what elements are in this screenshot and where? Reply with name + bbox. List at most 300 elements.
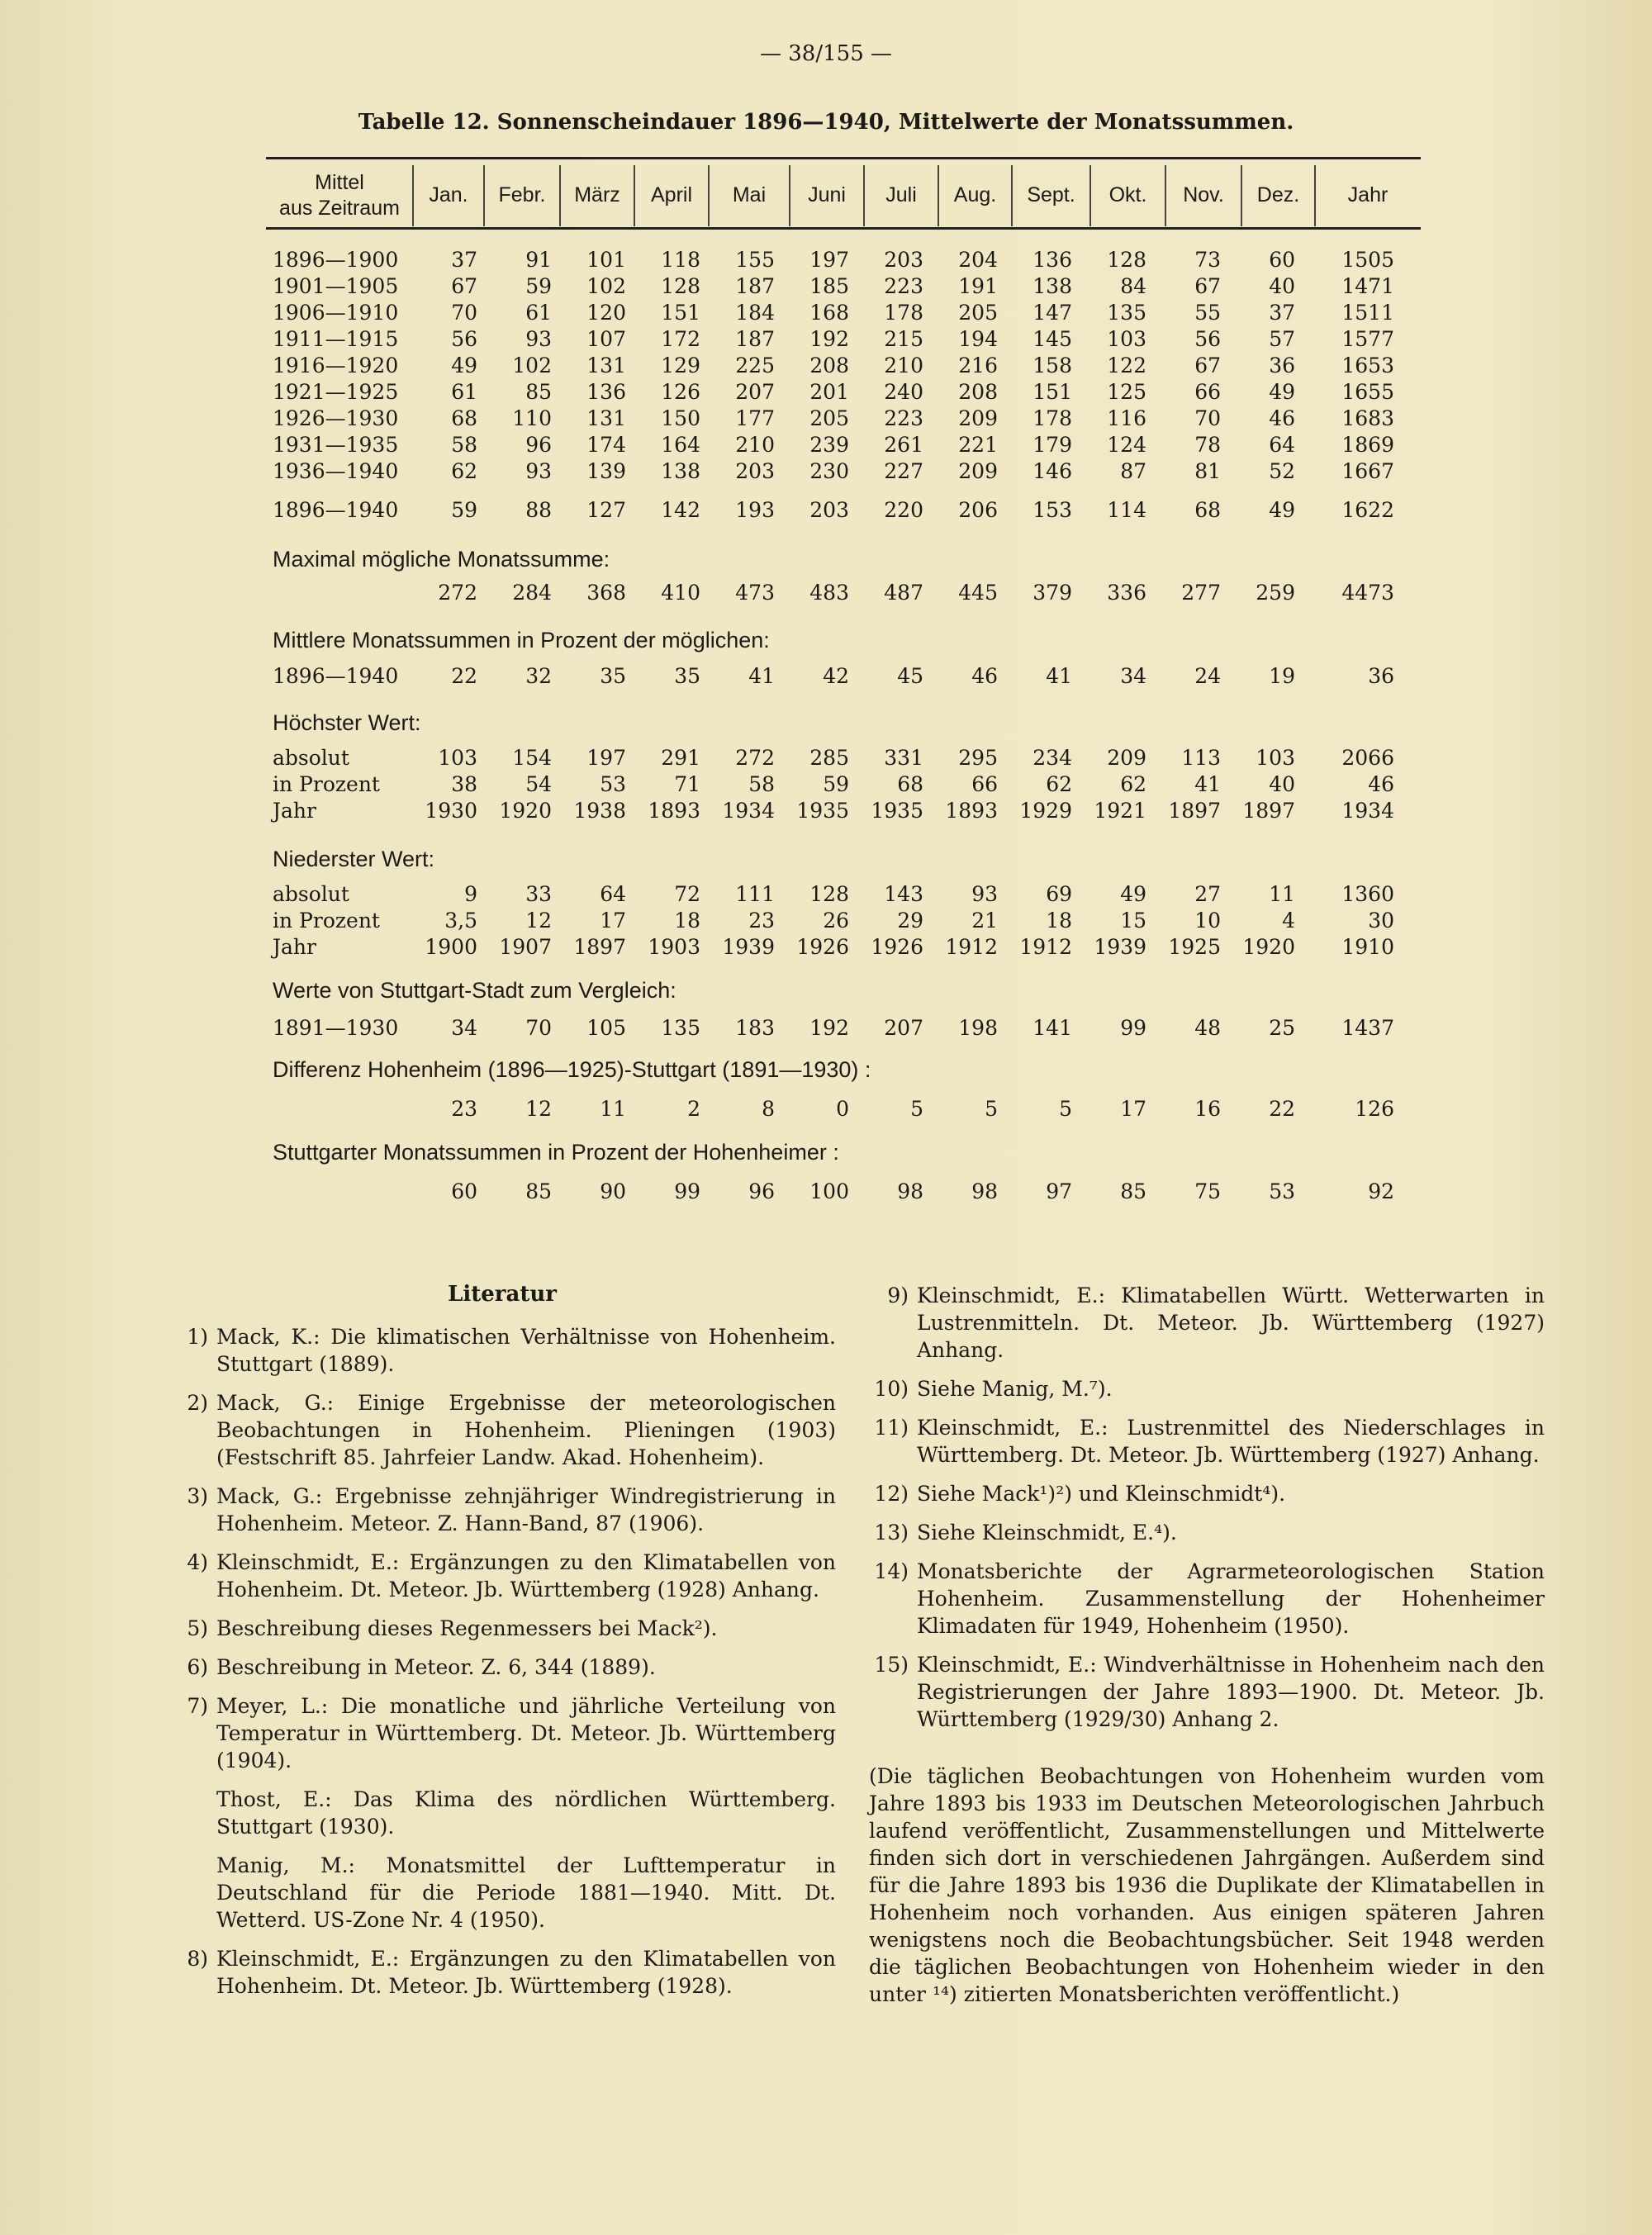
cell-value: 41 [1194, 772, 1221, 796]
cell-value: 215 [884, 327, 923, 351]
cell-value: 48 [1194, 1016, 1221, 1040]
cell-value: 8 [762, 1097, 775, 1121]
cell-value: 483 [809, 581, 849, 605]
reference-text: Mack, K.: Die klimatischen Verhältnisse von Hohenheim. Stuttgart (1889). [216, 1325, 836, 1377]
reference-item [169, 1692, 836, 1774]
cell-value: 45 [897, 664, 923, 688]
cell-value: 122 [1107, 354, 1146, 377]
section-heading: Höchster Wert: [273, 710, 421, 735]
cell-value: 111 [735, 882, 775, 906]
cell-value: 1511 [1341, 301, 1394, 325]
period-row [266, 274, 1421, 302]
header-month: Jahr [1347, 183, 1389, 207]
cell-value: 172 [661, 327, 700, 351]
row-label: 1906—1910 [273, 301, 399, 325]
cell-value: 216 [958, 354, 998, 377]
period-row [266, 327, 1421, 355]
cell-value: 209 [958, 406, 998, 430]
cell-value: 223 [884, 406, 923, 430]
cell-value: 85 [525, 1179, 552, 1203]
row-label: 1896—1900 [273, 248, 399, 272]
cell-value: 126 [661, 380, 700, 404]
header-month: Nov. [1183, 183, 1224, 207]
cell-value: 93 [525, 327, 552, 351]
reference-text: Manig, M.: Monatsmittel der Lufttemperatur in Deutschland für die Periode 1881—1940. Mitt. Dt. Wetterd. US-Zone Nr. 4 (1950). [216, 1853, 836, 1933]
cell-value: 203 [735, 459, 775, 483]
cell-value: 146 [1032, 459, 1072, 483]
cell-value: 210 [884, 354, 923, 377]
cell-value: 101 [586, 248, 626, 272]
cell-value: 1893 [648, 799, 700, 823]
cell-value: 2066 [1341, 746, 1394, 770]
cell-value: 284 [512, 581, 552, 605]
period-row [266, 301, 1421, 329]
cell-value: 1897 [1242, 799, 1295, 823]
cell-value: 197 [586, 746, 626, 770]
cell-value: 61 [451, 380, 477, 404]
cell-value: 55 [1194, 301, 1221, 325]
cell-value: 85 [1120, 1179, 1146, 1203]
cell-value: 185 [809, 274, 849, 298]
section-heading: Niederster Wert: [273, 847, 435, 871]
cell-value: 128 [1107, 248, 1146, 272]
cell-value: 259 [1256, 581, 1295, 605]
cell-value: 225 [735, 354, 775, 377]
cell-value: 126 [1355, 1097, 1394, 1121]
cell-value: 114 [1107, 498, 1146, 522]
cell-value: 145 [1032, 327, 1072, 351]
stuttgart-row [266, 1016, 1421, 1044]
editorial-note: (Die täglichen Beobachtungen von Hohenheim wurden vom Jahre 1893 bis 1933 im Deutschen Meteorologischen Jahrbuch laufend veröffentlicht, Zusammenstellungen und Mittelwerte finden sich dort in verschiedenen Jahrgängen. Außerdem sind für die Jahre 1893 bis 1936 die Duplikate der Klimatabellen in Hohenheim noch vorhanden. Aus einigen späteren Jahren wenigstens noch die Beobachtungsbücher. Seit 1948 werden die täglichen Beobachtungen von Hohenheim wieder in den unter ¹⁴) zitierten Monatsberichten veröffentlicht.) [869, 1764, 1545, 2006]
cell-value: 53 [600, 772, 626, 796]
header-month: Dez. [1256, 183, 1300, 207]
cell-value: 223 [884, 274, 923, 298]
cell-value: 37 [1269, 301, 1295, 325]
reference-item [869, 1282, 1545, 1364]
header-month: Juli [885, 183, 917, 207]
cell-value: 33 [525, 882, 552, 906]
cell-value: 368 [586, 581, 626, 605]
cell-value: 70 [525, 1016, 552, 1040]
row-label: absolut [273, 746, 349, 770]
cell-value: 203 [884, 248, 923, 272]
cell-value: 46 [1269, 406, 1295, 430]
cell-value: 18 [674, 909, 700, 932]
row-label: Jahr [273, 799, 316, 823]
cell-value: 183 [735, 1016, 775, 1040]
cell-value: 62 [1046, 772, 1072, 796]
reference-text: Beschreibung dieses Regenmessers bei Mack²). [216, 1616, 718, 1641]
header-month: Febr. [498, 183, 546, 207]
cell-value: 23 [748, 909, 775, 932]
cell-value: 62 [1120, 772, 1146, 796]
reference-text: Kleinschmidt, E.: Windverhältnisse in Hohenheim nach den Registrierungen der Jahre 1893—1900. Dt. Meteor. Jb. Württemberg (1929/30) Anhang 2. [917, 1653, 1545, 1731]
reference-number: 12) [874, 1482, 909, 1506]
cell-value: 105 [586, 1016, 626, 1040]
cell-value: 192 [809, 327, 849, 351]
section-heading: Mittlere Monatssummen in Prozent der möglichen: [273, 628, 770, 652]
header-month: Juni [808, 183, 846, 207]
table-header [266, 160, 1421, 231]
literature-right-column [869, 1282, 1545, 2008]
cell-value: 168 [809, 301, 849, 325]
lowest-row [266, 909, 1421, 937]
cell-value: 103 [438, 746, 477, 770]
reference-text: Mack, G.: Ergebnisse zehnjähriger Windregistrierung in Hohenheim. Meteor. Z. Hann-Band, 87 (1906). [216, 1484, 836, 1536]
cell-value: 1577 [1341, 327, 1394, 351]
cell-value: 194 [958, 327, 998, 351]
cell-value: 62 [451, 459, 477, 483]
cell-value: 136 [1032, 248, 1072, 272]
header-period: Mittel aus Zeitraum [279, 170, 400, 220]
cell-value: 128 [661, 274, 700, 298]
cell-value: 56 [1194, 327, 1221, 351]
cell-value: 205 [809, 406, 849, 430]
cell-value: 61 [525, 301, 552, 325]
reference-text: Thost, E.: Das Klima des nördlichen Württemberg. Stuttgart (1930). [216, 1787, 836, 1839]
cell-value: 93 [525, 459, 552, 483]
cell-value: 178 [1032, 406, 1072, 430]
cell-value: 1929 [1019, 799, 1072, 823]
reference-item [869, 1519, 1545, 1546]
reference-item [169, 1483, 836, 1537]
cell-value: 102 [586, 274, 626, 298]
header-month: Jan. [429, 183, 468, 207]
cell-value: 46 [971, 664, 998, 688]
cell-value: 103 [1107, 327, 1146, 351]
cell-value: 70 [451, 301, 477, 325]
cell-value: 1939 [722, 935, 775, 959]
cell-value: 227 [884, 459, 923, 483]
cell-value: 331 [884, 746, 923, 770]
reference-number: 4) [187, 1550, 208, 1575]
cell-value: 23 [451, 1097, 477, 1121]
cell-value: 99 [674, 1179, 700, 1203]
cell-value: 41 [1046, 664, 1072, 688]
cell-value: 24 [1194, 664, 1221, 688]
cell-value: 487 [884, 581, 923, 605]
stuttgart-percent-row [266, 1179, 1421, 1208]
table-caption: Tabelle 12. Sonnenscheindauer 1896—1940, Mittelwerte der Monatssummen. [358, 110, 1294, 135]
cell-value: 37 [451, 248, 477, 272]
percent-row [266, 664, 1421, 692]
cell-value: 207 [884, 1016, 923, 1040]
cell-value: 58 [748, 772, 775, 796]
reference-text: Kleinschmidt, E.: Ergänzungen zu den Klimatabellen von Hohenheim. Dt. Meteor. Jb. Württemberg (1928) Anhang. [216, 1550, 836, 1602]
cell-value: 4473 [1341, 581, 1394, 605]
cell-value: 46 [1368, 772, 1394, 796]
period-row [266, 433, 1421, 461]
cell-value: 1622 [1341, 498, 1394, 522]
cell-value: 98 [897, 1179, 923, 1203]
cell-value: 379 [1032, 581, 1072, 605]
cell-value: 18 [1046, 909, 1072, 932]
reference-item [869, 1480, 1545, 1507]
cell-value: 124 [1107, 433, 1146, 457]
cell-value: 1683 [1341, 406, 1394, 430]
cell-value: 1903 [648, 935, 700, 959]
cell-value: 22 [1269, 1097, 1295, 1121]
reference-number: 11) [874, 1416, 909, 1440]
page-number: — 38/155 — [760, 41, 892, 66]
cell-value: 64 [1269, 433, 1295, 457]
cell-value: 201 [809, 380, 849, 404]
highest-row [266, 772, 1421, 800]
cell-value: 11 [1269, 882, 1295, 906]
cell-value: 81 [1194, 459, 1221, 483]
cell-value: 142 [661, 498, 700, 522]
cell-value: 67 [1194, 274, 1221, 298]
cell-value: 473 [735, 581, 775, 605]
cell-value: 445 [958, 581, 998, 605]
cell-value: 209 [1107, 746, 1146, 770]
cell-value: 116 [1107, 406, 1146, 430]
cell-value: 49 [1120, 882, 1146, 906]
header-month: April [650, 183, 692, 207]
cell-value: 102 [512, 354, 552, 377]
cell-value: 1897 [573, 935, 626, 959]
cell-value: 34 [1120, 664, 1146, 688]
row-label: 1911—1915 [273, 327, 399, 351]
cell-value: 285 [809, 746, 849, 770]
reference-text: Kleinschmidt, E.: Lustrenmittel des Niederschlages in Württemberg. Dt. Meteor. Jb. Württemberg (1927) Anhang. [917, 1416, 1545, 1467]
row-label: in Prozent [273, 909, 380, 932]
cell-value: 1667 [1341, 459, 1394, 483]
cell-value: 103 [1256, 746, 1295, 770]
cell-value: 198 [958, 1016, 998, 1040]
cell-value: 58 [451, 433, 477, 457]
cell-value: 100 [809, 1179, 849, 1203]
cell-value: 187 [735, 327, 775, 351]
cell-value: 120 [586, 301, 626, 325]
cell-value: 17 [1120, 1097, 1146, 1121]
cell-value: 1900 [425, 935, 477, 959]
cell-value: 85 [525, 380, 552, 404]
header-month: Mai [732, 183, 767, 207]
cell-value: 90 [600, 1179, 626, 1203]
reference-item [869, 1558, 1545, 1639]
cell-value: 179 [1032, 433, 1072, 457]
cell-value: 113 [1181, 746, 1221, 770]
cell-value: 12 [525, 1097, 552, 1121]
cell-value: 1869 [1341, 433, 1394, 457]
reference-number: 13) [874, 1521, 909, 1545]
cell-value: 177 [735, 406, 775, 430]
cell-value: 68 [1194, 498, 1221, 522]
reference-number: 2) [187, 1391, 208, 1416]
cell-value: 97 [1046, 1179, 1072, 1203]
cell-value: 1939 [1094, 935, 1146, 959]
cell-value: 125 [1107, 380, 1146, 404]
literature-left-column [169, 1280, 836, 2011]
cell-value: 67 [451, 274, 477, 298]
reference-text: Siehe Mack¹)²) und Kleinschmidt⁴). [917, 1482, 1286, 1506]
reference-item [869, 1651, 1545, 1733]
cell-value: 64 [600, 882, 626, 906]
cell-value: 135 [661, 1016, 700, 1040]
cell-value: 272 [438, 581, 477, 605]
cell-value: 261 [884, 433, 923, 457]
cell-value: 1893 [945, 799, 998, 823]
cell-value: 0 [836, 1097, 849, 1121]
reference-text: Siehe Manig, M.⁷). [917, 1377, 1113, 1401]
cell-value: 10 [1194, 909, 1221, 932]
cell-value: 91 [525, 248, 552, 272]
cell-value: 21 [971, 909, 998, 932]
cell-value: 5 [910, 1097, 923, 1121]
row-label: 1926—1930 [273, 406, 399, 430]
cell-value: 53 [1269, 1179, 1295, 1203]
cell-value: 210 [735, 433, 775, 457]
cell-value: 131 [586, 406, 626, 430]
cell-value: 57 [1269, 327, 1295, 351]
cell-value: 203 [809, 498, 849, 522]
reference-text: Mack, G.: Einige Ergebnisse der meteorologischen Beobachtungen in Hohenheim. Plieningen (1903) (Festschrift 85. Jahrfeier Landw. Akad. Hohenheim). [216, 1391, 836, 1470]
cell-value: 49 [1269, 380, 1295, 404]
cell-value: 96 [748, 1179, 775, 1203]
cell-value: 150 [661, 406, 700, 430]
period-row [266, 459, 1421, 487]
cell-value: 1912 [945, 935, 998, 959]
cell-value: 92 [1368, 1179, 1394, 1203]
cell-value: 1437 [1341, 1016, 1394, 1040]
cell-value: 12 [525, 909, 552, 932]
reference-item [869, 1414, 1545, 1469]
cell-value: 1925 [1168, 935, 1221, 959]
row-label: Jahr [273, 935, 316, 959]
reference-text: Kleinschmidt, E.: Ergänzungen zu den Klimatabellen von Hohenheim. Dt. Meteor. Jb. Württemberg (1928). [216, 1947, 836, 1999]
cell-value: 69 [1046, 882, 1072, 906]
reference-number: 3) [187, 1484, 208, 1509]
reference-number: 6) [187, 1655, 208, 1680]
cell-value: 29 [897, 909, 923, 932]
lowest-row [266, 935, 1421, 963]
cell-value: 209 [958, 459, 998, 483]
reference-text: Beschreibung in Meteor. Z. 6, 344 (1889). [216, 1655, 656, 1680]
cell-value: 1471 [1341, 274, 1394, 298]
section-heading: Differenz Hohenheim (1896—1925)-Stuttgart (1891—1930) : [273, 1057, 871, 1082]
cell-value: 15 [1120, 909, 1146, 932]
row-label: 1921—1925 [273, 380, 399, 404]
cell-value: 174 [586, 433, 626, 457]
cell-value: 197 [809, 248, 849, 272]
reference-item [169, 1549, 836, 1603]
reference-text: Meyer, L.: Die monatliche und jährliche Verteilung von Temperatur in Württemberg. Dt. Meteor. Jb. Württemberg (1904). [216, 1694, 836, 1773]
cell-value: 410 [661, 581, 700, 605]
cell-value: 1930 [425, 799, 477, 823]
cell-value: 158 [1032, 354, 1072, 377]
cell-value: 141 [1032, 1016, 1072, 1040]
cell-value: 1907 [499, 935, 552, 959]
cell-value: 193 [735, 498, 775, 522]
cell-value: 56 [451, 327, 477, 351]
cell-value: 1935 [796, 799, 849, 823]
cell-value: 59 [525, 274, 552, 298]
cell-value: 240 [884, 380, 923, 404]
cell-value: 164 [661, 433, 700, 457]
period-row [266, 406, 1421, 434]
reference-number: 9) [887, 1284, 909, 1307]
reference-number: 14) [874, 1559, 909, 1583]
literature-title: Literatur [448, 1282, 557, 1307]
row-label: absolut [273, 882, 349, 906]
cell-value: 41 [748, 664, 775, 688]
cell-value: 40 [1269, 274, 1295, 298]
cell-value: 59 [823, 772, 849, 796]
cell-value: 38 [451, 772, 477, 796]
cell-value: 19 [1269, 664, 1295, 688]
cell-value: 272 [735, 746, 775, 770]
row-label: in Prozent [273, 772, 380, 796]
cell-value: 88 [525, 498, 552, 522]
cell-value: 1938 [573, 799, 626, 823]
cell-value: 127 [586, 498, 626, 522]
cell-value: 110 [512, 406, 552, 430]
cell-value: 49 [451, 354, 477, 377]
cell-value: 96 [525, 433, 552, 457]
cell-value: 78 [1194, 433, 1221, 457]
cell-value: 1921 [1094, 799, 1146, 823]
cell-value: 1910 [1341, 935, 1394, 959]
cell-value: 135 [1107, 301, 1146, 325]
reference-item [169, 1615, 836, 1642]
header-month: Sept. [1027, 183, 1075, 207]
reference-item [169, 1389, 836, 1471]
cell-value: 71 [674, 772, 700, 796]
cell-value: 4 [1282, 909, 1295, 932]
cell-value: 1653 [1341, 354, 1394, 377]
cell-value: 73 [1194, 248, 1221, 272]
cell-value: 1926 [796, 935, 849, 959]
cell-value: 107 [586, 327, 626, 351]
max-possible-row [266, 581, 1421, 609]
reference-text: Siehe Kleinschmidt, E.⁴). [917, 1521, 1177, 1545]
reference-number: 10) [874, 1377, 909, 1401]
cell-value: 60 [451, 1179, 477, 1203]
cell-value: 208 [958, 380, 998, 404]
lowest-row [266, 882, 1421, 910]
cell-value: 147 [1032, 301, 1072, 325]
cell-value: 68 [897, 772, 923, 796]
reference-item [869, 1375, 1545, 1402]
highest-row [266, 799, 1421, 827]
cell-value: 2 [687, 1097, 700, 1121]
cell-value: 139 [586, 459, 626, 483]
cell-value: 136 [586, 380, 626, 404]
cell-value: 336 [1107, 581, 1146, 605]
cell-value: 27 [1194, 882, 1221, 906]
cell-value: 70 [1194, 406, 1221, 430]
cell-value: 25 [1269, 1016, 1295, 1040]
cell-value: 220 [884, 498, 923, 522]
cell-value: 291 [661, 746, 700, 770]
reference-number: 1) [187, 1325, 208, 1350]
cell-value: 151 [1032, 380, 1072, 404]
cell-value: 143 [884, 882, 923, 906]
row-label: 1896—1940 [273, 664, 399, 688]
reference-number: 8) [187, 1947, 208, 1972]
cell-value: 138 [1032, 274, 1072, 298]
cell-value: 178 [884, 301, 923, 325]
reference-number: 15) [874, 1653, 909, 1677]
cell-value: 67 [1194, 354, 1221, 377]
cell-value: 49 [1269, 498, 1295, 522]
cell-value: 75 [1194, 1179, 1221, 1203]
cell-value: 191 [958, 274, 998, 298]
cell-value: 72 [674, 882, 700, 906]
cell-value: 84 [1120, 274, 1146, 298]
section-heading: Maximal mögliche Monatssumme: [273, 547, 610, 572]
